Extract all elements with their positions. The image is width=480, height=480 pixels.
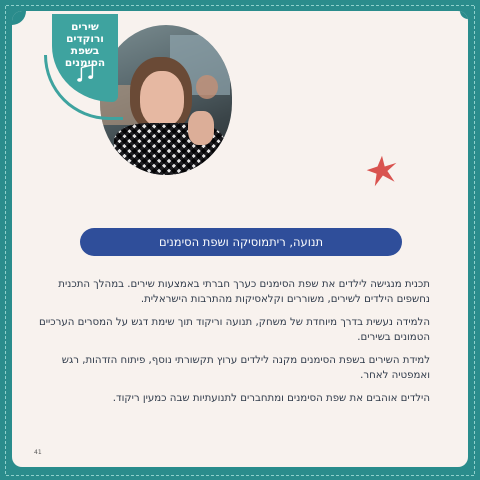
- page-number: 41: [34, 449, 42, 456]
- body-text: [34, 277, 430, 414]
- stitch-border: [5, 6, 6, 474]
- corner-decoration: [12, 11, 26, 25]
- photo-face: [140, 71, 184, 127]
- stitch-border: [474, 6, 475, 474]
- star-icon: [364, 153, 400, 189]
- paragraph: למידת השירים בשפת הסימנים מקנה לילדים ערוץ תקשורתי נוסף, פיתוח הזדהות, רגש ואמפטיה לאחר.: [61, 355, 430, 381]
- stitch-border: [6, 475, 474, 476]
- photo-background-child: [196, 75, 218, 99]
- section-title: תנועה, ריתמוסיקה ושפת הסימנים: [80, 228, 402, 256]
- page: [12, 11, 468, 467]
- corner-decoration: [460, 11, 468, 19]
- program-tag-title: שירים ורוקדים בשפת הסימנים: [64, 21, 106, 69]
- paragraph: הלמידה נעשית בדרך מיוחדת של משחק, תנועה וריקוד תוך שימת דגש על המסרים הערכיים הטמונים בשירים.: [38, 317, 430, 343]
- stitch-border: [6, 5, 474, 6]
- paragraph: הילדים אוהבים את שפת הסימנים ומתחברים לתנועתיות שבה כמעין ריקוד.: [112, 393, 430, 404]
- paragraph: תכנית מנגישה לילדים את שפת הסימנים כערך חברתי באמצעות שירים. במהלך התכנית נחשפים הילדים לשירים, משוררים וקלאסיקות מהתרבות הישראלית.: [58, 279, 430, 305]
- photo-hand: [188, 111, 214, 145]
- music-notes-icon: [75, 63, 97, 85]
